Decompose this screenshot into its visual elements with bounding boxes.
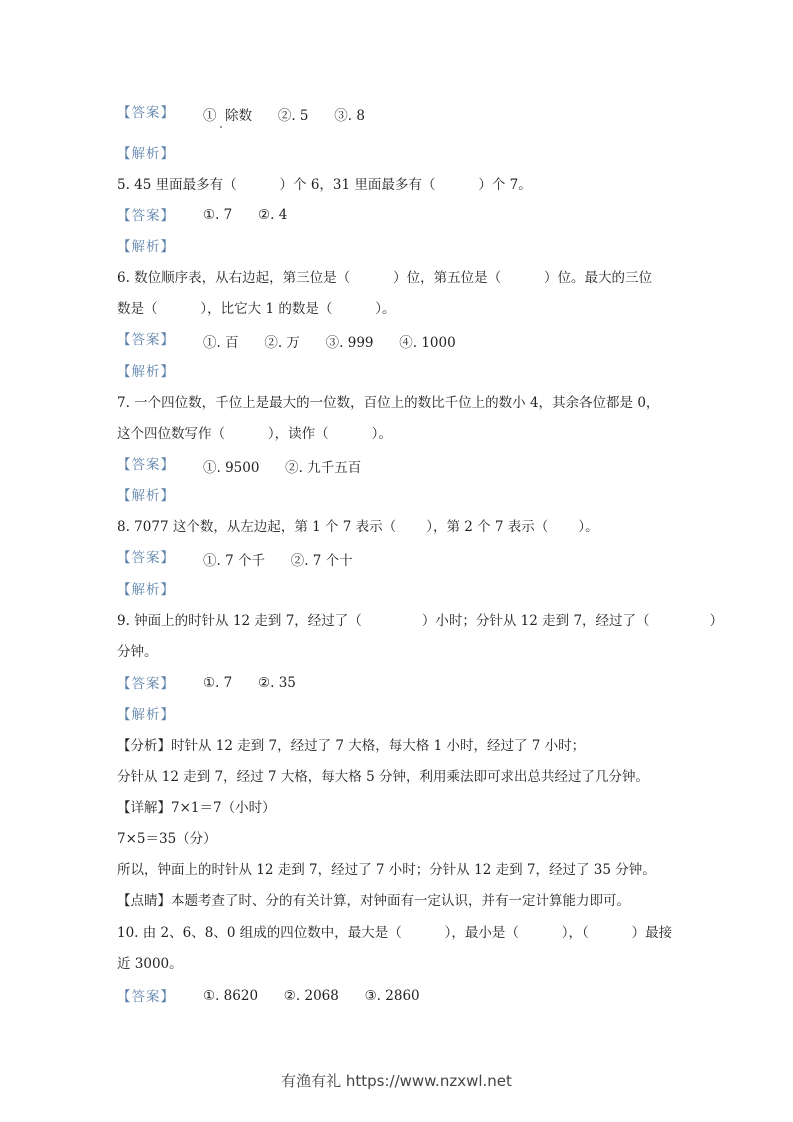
analysis-label: 【解析】 (117, 146, 175, 162)
dianjing-label: 【点睛】 (117, 893, 171, 909)
q8-answer: ①. 7 个千 ②. 7 个十 (203, 553, 353, 569)
fenxi-text: 时针从 12 走到 7，经过了 7 大格，每大格 1 小时，经过了 7 小时； (171, 738, 586, 754)
q8-stem: 8. 7077 这个数，从左边起，第 1 个 7 表示（ ），第 2 个 7 表示（ ）。 (117, 519, 599, 535)
answer-label: 【答案】 (117, 105, 175, 121)
q5-stem: 5. 45 里面最多有（ ）个 6，31 里面最多有（ ）个 7。 (117, 177, 532, 193)
q10-stem-line1: 10. 由 2、6、8、0 组成的四位数中，最大是（ ），最小是（ ），（ ）最接 (117, 925, 673, 941)
xiangjie-text: 7×1＝7（小时） (171, 800, 276, 816)
q7-answer: ①. 9500 ②. 九千五百 (203, 460, 362, 476)
q9-dianjing (117, 892, 630, 910)
q6-answer: ①. 百 ②. 万 ③. 999 ④. 1000 (203, 335, 456, 351)
footer-watermark: 有渔有礼 https://www.nzxwl.net (281, 1072, 512, 1090)
q5-answer: ①. 7 ②. 4 (203, 207, 288, 223)
q9-fenxi-line1 (117, 737, 585, 755)
analysis-label: 【解析】 (117, 364, 175, 380)
q6-stem-line1: 6. 数位顺序表，从右边起，第三位是（ ）位，第五位是（ ）位。最大的三位 (117, 270, 652, 286)
q7-stem-line1: 7. 一个四位数，千位上是最大的一位数，百位上的数比千位上的数小 4，其余各位都是 0， (117, 395, 660, 411)
answer-label: 【答案】 (117, 208, 175, 224)
xiangjie-label: 【详解】 (117, 800, 171, 816)
answer-label: 【答案】 (117, 457, 175, 473)
analysis-label: 【解析】 (117, 707, 175, 723)
q10-answer: ①. 8620 ②. 2068 ③. 2860 (203, 988, 420, 1004)
analysis-label: 【解析】 (117, 488, 175, 504)
q9-fenxi-line2: 分针从 12 走到 7，经过 7 大格，每大格 5 分钟，利用乘法即可求出总共经过了几分钟。 (117, 769, 649, 785)
answer-label: 【答案】 (117, 989, 175, 1005)
q9-xiangjie-line2: 7×5＝35（分） (117, 831, 217, 847)
answer-label: 【答案】 (117, 676, 175, 692)
analysis-label: 【解析】 (117, 239, 175, 255)
q9-xiangjie-line1 (117, 799, 276, 817)
q7-stem-line2: 这个四位数写作（ ），读作（ ）。 (117, 426, 392, 442)
q9-answer: ①. 7 ②. 35 (203, 675, 296, 691)
stray-dot (220, 126, 222, 128)
q9-stem-line2: 分钟。 (117, 644, 158, 660)
analysis-label: 【解析】 (117, 582, 175, 598)
fenxi-label: 【分析】 (117, 738, 171, 754)
q6-stem-line2: 数是（ ），比它大 1 的数是（ ）。 (117, 301, 396, 317)
answer-label: 【答案】 (117, 550, 175, 566)
q4-answer: ① 除数 ②. 5 ③. 8 (203, 108, 365, 124)
q9-xiangjie-line3: 所以，钟面上的时针从 12 走到 7，经过了 7 小时；分针从 12 走到 7，经过了 35 分钟。 (117, 862, 656, 878)
q10-stem-line2: 近 3000。 (117, 956, 183, 972)
dianjing-text: 本题考查了时、分的有关计算，对钟面有一定认识，并有一定计算能力即可。 (171, 893, 630, 909)
answer-label: 【答案】 (117, 332, 175, 348)
q9-stem-line1: 9. 钟面上的时针从 12 走到 7，经过了（ ）小时；分针从 12 走到 7，经过了（ ） (117, 613, 724, 629)
